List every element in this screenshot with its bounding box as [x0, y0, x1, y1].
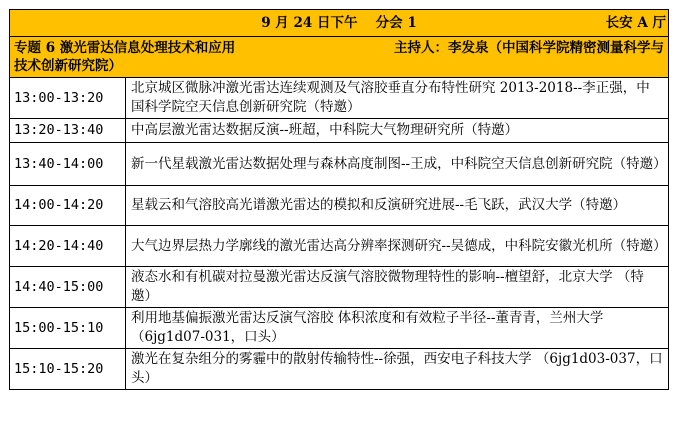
talk-row	[10, 267, 669, 308]
topic-row	[10, 37, 669, 78]
talk-time: 14:40-15:00	[10, 267, 126, 308]
talk-detail: 液态水和有机碳对拉曼激光雷达反演气溶胶微物理特性的影响--檀望舒，北京大学 （特邀）	[126, 267, 669, 308]
talk-time: 14:00-14:20	[10, 186, 126, 226]
talk-detail: 利用地基偏振激光雷达反演气溶胶 体积浓度和有效粒子半径--董青青，兰州大学（6jg1d07-031，口头）	[126, 308, 669, 349]
talk-detail: 激光在复杂组分的雾霾中的散射传输特性--徐强，西安电子科技大学 （6jg1d03-037，口头）	[126, 349, 669, 390]
talk-row	[10, 78, 669, 119]
talk-row	[10, 226, 669, 267]
talk-row	[10, 119, 669, 143]
topic-title: 专题 6 激光雷达信息处理技术和应用	[14, 40, 236, 56]
talk-detail: 大气边界层热力学廓线的激光雷达高分辨率探测研究--吴德成，中科院安徽光机所（特邀）	[126, 226, 669, 267]
session-header-row	[10, 10, 669, 37]
talk-detail: 新一代星载激光雷达数据处理与森林高度制图--王成，中科院空天信息创新研究院（特邀）	[126, 143, 669, 186]
talk-time: 13:00-13:20	[10, 78, 126, 119]
talk-row	[10, 349, 669, 390]
talk-detail: 北京城区微脉冲激光雷达连续观测及气溶胶垂直分布特性研究 2013-2018--李正强，中国科学院空天信息创新研究院（特邀）	[126, 78, 669, 119]
talk-time: 14:20-14:40	[10, 226, 126, 267]
talk-time: 15:00-15:10	[10, 308, 126, 349]
talk-row	[10, 143, 669, 186]
schedule-sheet	[9, 9, 668, 390]
topic-chair-continued: 技术创新研究院）	[14, 58, 122, 74]
topic-chair: 主持人：李发泉（中国科学院精密测量科学与	[394, 40, 664, 56]
talk-time: 13:20-13:40	[10, 119, 126, 143]
talk-detail: 中高层激光雷达数据反演--班超，中科院大气物理研究所（特邀）	[126, 119, 669, 143]
schedule-table	[9, 9, 669, 390]
talk-row	[10, 308, 669, 349]
session-title: 9 月 24 日下午 分会 1	[261, 15, 417, 31]
session-header	[10, 10, 668, 36]
talk-row	[10, 186, 669, 226]
talk-time: 13:40-14:00	[10, 143, 126, 186]
talk-detail: 星载云和气溶胶高光谱激光雷达的模拟和反演研究进展--毛飞跃，武汉大学（特邀）	[126, 186, 669, 226]
talk-time: 15:10-15:20	[10, 349, 126, 390]
session-room: 长安 A 厅	[605, 15, 666, 31]
